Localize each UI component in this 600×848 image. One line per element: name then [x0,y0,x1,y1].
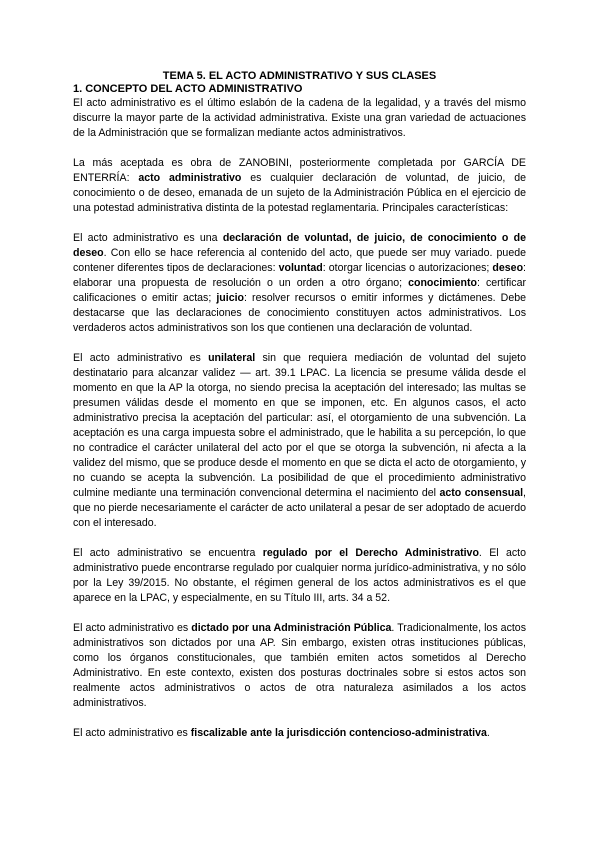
section-heading: 1. CONCEPTO DEL ACTO ADMINISTRATIVO [73,83,303,95]
bold-text: unilateral [208,352,256,364]
text-run: El acto administrativo es el último eslabón de la cadena de la legalidad, y a través del mismo discurre la mayor parte de la actividad administrativa. Existe una gran variedad de actuaciones de la Administración que se formalizan mediante actos administrativos. [73,97,526,139]
text-run: . Con ello se hace referencia al contenido del acto, que puede ser muy variado. puede contener diferentes tipos de declaraciones: [73,247,526,274]
text-run: . El acto administrativo puede encontrarse regulado por cualquier norma jurídico-administrativa, y no sólo por la Ley 39/2015. No obstante, el régimen general de los actos administrativos es el que aparece en la LPAC, y especialmente, en su Título III, arts. 34 a 52. [73,547,526,604]
bold-text: conocimiento [408,277,477,289]
paragraph [73,546,526,606]
paragraph [73,726,526,741]
bold-text: juicio [216,292,245,304]
text-run: . Tradicionalmente, los actos administrativos son dictados por una AP. Sin embargo, existen otras instituciones públicas, como los órganos constitucionales, que también emiten actos sometidos al Derecho Administrativo. En este contexto, existen dos posturas doctrinales sobre si estos actos son realmente actos administrativos o actos de otra naturaleza asimilados a los actos administrativos. [73,622,526,709]
bold-text: acto consensual [439,487,524,499]
text-run: , que no pierde necesariamente el carácter de acto unilateral a pesar de ser adoptado de acuerdo con el interesado. [73,487,526,529]
paragraph [73,621,526,711]
bold-text: dictado por una Administración Pública [191,622,392,634]
text-run: El acto administrativo es una [73,232,223,244]
text-run: : elaborar una propuesta de resolución o un orden a otro órgano; [73,262,526,289]
paragraph [73,96,526,141]
text-run: El acto administrativo es [73,352,209,364]
text-run: sin que requiera mediación de voluntad del sujeto destinatario para alcanzar validez — art. 39.1 LPAC. La licencia se presume válida desde el momento en que la AP la otorga, no siendo precisa la aceptación del interesado; las multas se presumen válidas desde el momento en que se imponen, etc. En algunos casos, el acto administrativo precisa la aceptación del particular: así, el otorgamiento de una subvención. La aceptación es una carga impuesta sobre el administrado, que le habilita a su percepción, lo que no contradice el carácter unilateral del acto por el que se otorga la subvención, ni afecta a la validez del mismo, que se produce desde el momento en que se dicta el acto de otorgamiento, y no cuando se acepta la subvención. La posibilidad de que el procedimiento administrativo culmine mediante una terminación convencional determina el nacimiento del [73,352,526,499]
bold-text: regulado por el Derecho Administrativo [262,547,479,559]
document-title: TEMA 5. EL ACTO ADMINISTRATIVO Y SUS CLASES [162,70,437,82]
text-run: : resolver recursos o emitir informes y dictámenes. Debe destacarse que las declaraciones de conocimiento constituyen actos administrativos. Los verdaderos actos administrativos son los que contienen una declaración de voluntad. [73,292,527,334]
document-body [73,96,526,741]
bold-text: deseo [492,262,524,274]
text-run: La más aceptada es obra de ZANOBINI, posteriormente completada por GARCÍA DE ENTERRÍA: [73,157,526,184]
text-run: : certificar calificaciones o emitir actas; [73,277,526,304]
document-page [73,70,526,756]
text-run: : otorgar licencias o autorizaciones; [322,262,493,274]
text-run: El acto administrativo se encuentra [73,547,263,559]
paragraph [73,231,526,336]
bold-text: declaración de voluntad, de juicio, de conocimiento o de deseo [73,232,526,259]
paragraph [73,156,526,216]
bold-text: acto administrativo [138,172,242,184]
paragraph [73,351,526,531]
text-run: El acto administrativo es [73,727,191,739]
text-run: . [486,727,490,739]
bold-text: voluntad [278,262,323,274]
text-run: es cualquier declaración de voluntad, de juicio, de conocimiento o de deseo, emanada de un sujeto de la Administración Pública en el ejercicio de una potestad administrativa distinta de la potestad reglamentaria. Principales características: [73,172,526,214]
bold-text: fiscalizable ante la jurisdicción contencioso-administrativa [190,727,487,739]
text-run: El acto administrativo es [73,622,192,634]
